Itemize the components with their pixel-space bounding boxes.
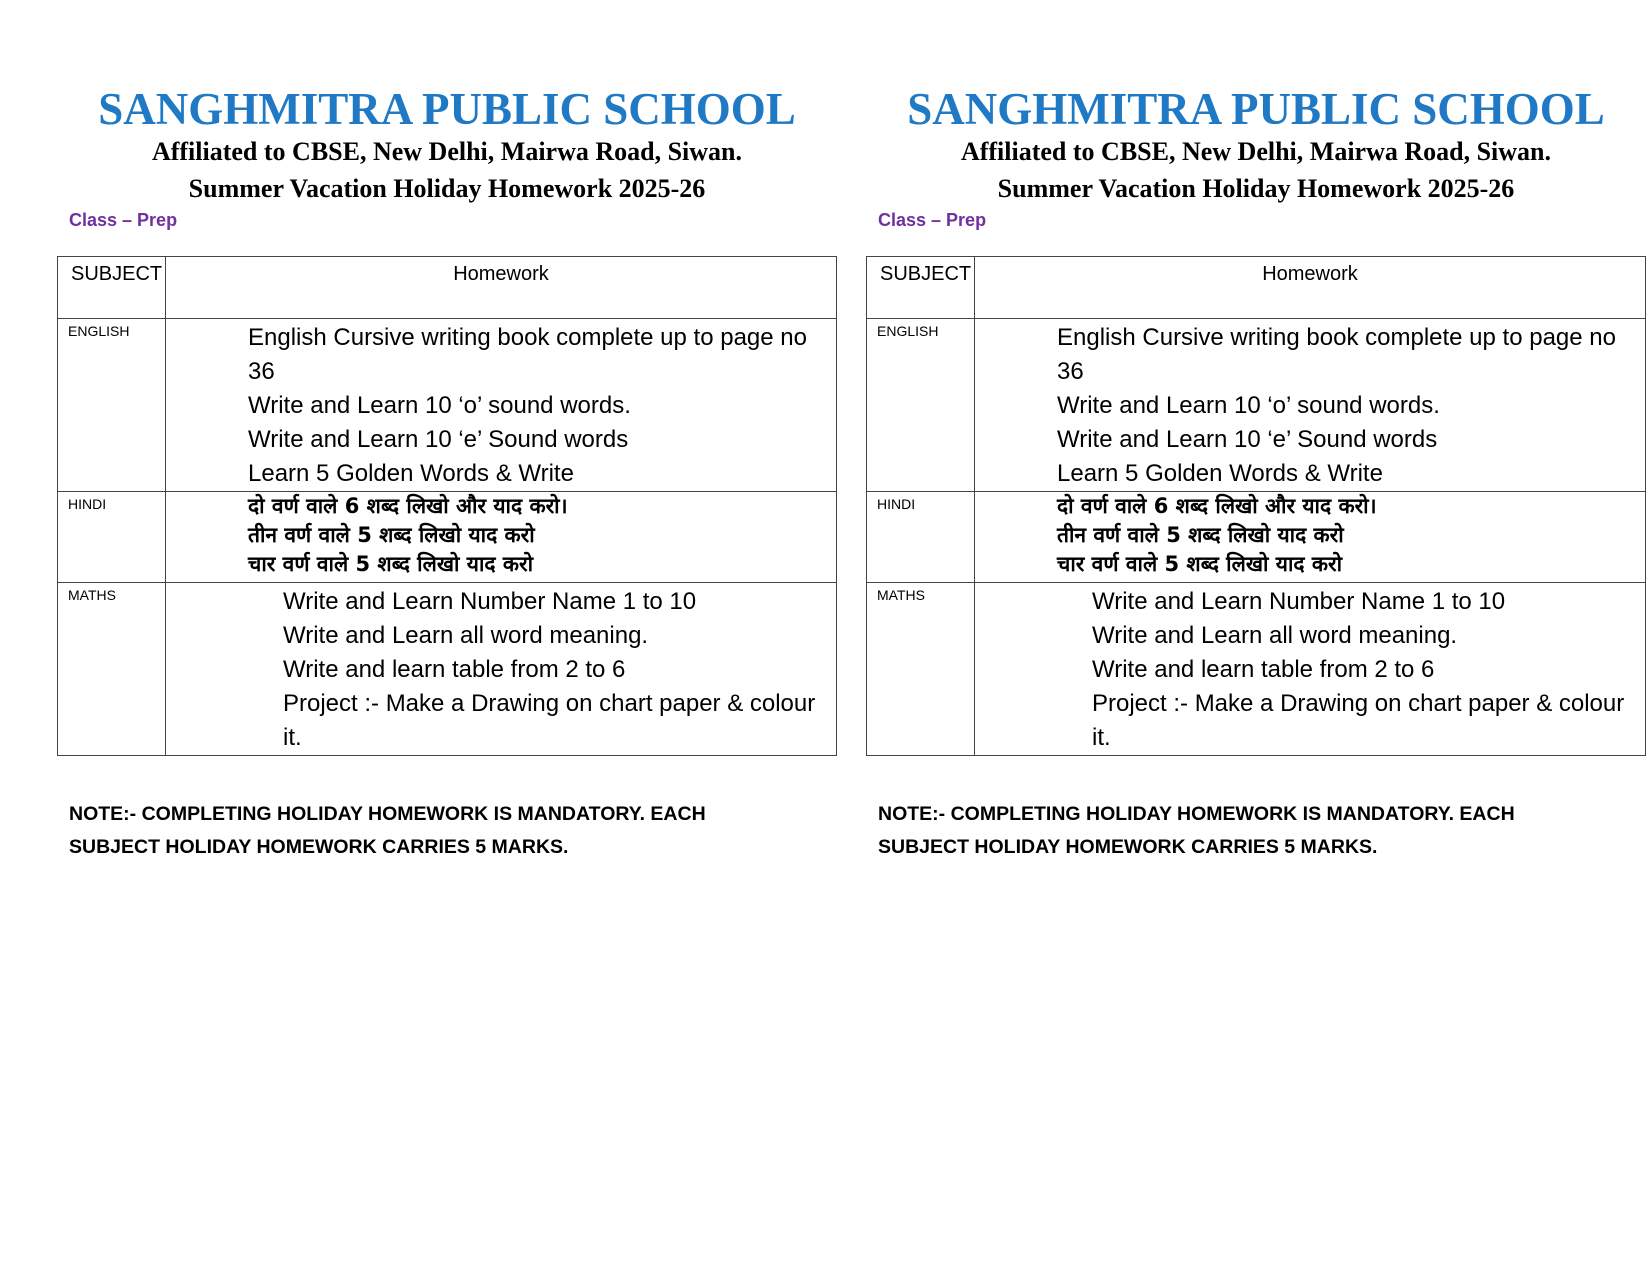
homework-title: Summer Vacation Holiday Homework 2025-26 (188, 174, 706, 203)
list-item: Learn 5 Golden Words & Write (248, 460, 574, 487)
list-item: Write and Learn Number Name 1 to 10 (283, 588, 697, 615)
homework-sheet-left (57, 0, 837, 1275)
header-subject: SUBJECT (58, 257, 166, 319)
english-task-list (975, 319, 1645, 491)
subject-hindi: HINDI (867, 492, 975, 583)
list-item: Write and Learn 10 ‘o’ sound words. (1057, 392, 1440, 419)
header-homework: Homework (975, 257, 1646, 319)
hindi-task-list (975, 492, 1645, 579)
list-item: चार वर्ण वाले 5 शब्द लिखो याद करो (1057, 552, 1343, 576)
table-row-hindi (58, 492, 837, 583)
homework-table (866, 256, 1646, 756)
list-item: Write and Learn all word meaning. (283, 622, 649, 649)
list-item: Write and Learn all word meaning. (1092, 622, 1458, 649)
list-item: Learn 5 Golden Words & Write (1057, 460, 1383, 487)
maths-task-list (166, 583, 836, 755)
homework-table (57, 256, 837, 756)
school-name: SANGHMITRA PUBLIC SCHOOL (907, 84, 1605, 134)
list-item: तीन वर्ण वाले 5 शब्द लिखो याद करो (1057, 523, 1344, 547)
list-item: Write and Learn Number Name 1 to 10 (1092, 588, 1506, 615)
english-task-list (166, 319, 836, 491)
affiliation-line: Affiliated to CBSE, New Delhi, Mairwa Road, Siwan. (960, 137, 1552, 166)
subject-english: ENGLISH (58, 319, 166, 492)
maths-task-list (975, 583, 1645, 755)
list-item: Write and Learn 10 ‘o’ sound words. (248, 392, 631, 419)
homework-hindi (975, 492, 1646, 583)
hindi-task-list (166, 492, 836, 579)
homework-sheet-right (866, 0, 1646, 1275)
table-row-maths (58, 583, 837, 756)
header-homework: Homework (166, 257, 837, 319)
list-item: Project :- Make a Drawing on chart paper & colour it. (1092, 690, 1625, 751)
homework-english (166, 319, 837, 492)
homework-english (975, 319, 1646, 492)
class-label: Class – Prep (69, 210, 178, 230)
school-name: SANGHMITRA PUBLIC SCHOOL (98, 84, 796, 134)
list-item: चार वर्ण वाले 5 शब्द लिखो याद करो (248, 552, 534, 576)
mandatory-note: NOTE:- COMPLETING HOLIDAY HOMEWORK IS MANDATORY. EACH SUBJECT HOLIDAY HOMEWORK CARRIES 5 MARKS. (69, 803, 706, 858)
list-item: Project :- Make a Drawing on chart paper & colour it. (283, 690, 816, 751)
homework-maths (975, 583, 1646, 756)
subject-hindi: HINDI (58, 492, 166, 583)
affiliation-line: Affiliated to CBSE, New Delhi, Mairwa Road, Siwan. (151, 137, 743, 166)
homework-title: Summer Vacation Holiday Homework 2025-26 (997, 174, 1515, 203)
homework-maths (166, 583, 837, 756)
list-item: English Cursive writing book complete up to page no 36 (248, 324, 807, 385)
table-header-row (867, 257, 1646, 319)
table-row-hindi (867, 492, 1646, 583)
class-label: Class – Prep (878, 210, 987, 230)
table-row-maths (867, 583, 1646, 756)
list-item: Write and learn table from 2 to 6 (283, 656, 626, 683)
subject-english: ENGLISH (867, 319, 975, 492)
table-row-english (867, 319, 1646, 492)
subject-maths: MATHS (867, 583, 975, 756)
list-item: Write and Learn 10 ‘e’ Sound words (1057, 426, 1438, 453)
table-header-row (58, 257, 837, 319)
subject-maths: MATHS (58, 583, 166, 756)
list-item: दो वर्ण वाले 6 शब्द लिखो और याद करो। (248, 494, 568, 518)
list-item: दो वर्ण वाले 6 शब्द लिखो और याद करो। (1057, 494, 1377, 518)
homework-hindi (166, 492, 837, 583)
list-item: English Cursive writing book complete up to page no 36 (1057, 324, 1616, 385)
mandatory-note: NOTE:- COMPLETING HOLIDAY HOMEWORK IS MANDATORY. EACH SUBJECT HOLIDAY HOMEWORK CARRIES 5 MARKS. (878, 803, 1515, 858)
list-item: Write and Learn 10 ‘e’ Sound words (248, 426, 629, 453)
header-subject: SUBJECT (867, 257, 975, 319)
list-item: तीन वर्ण वाले 5 शब्द लिखो याद करो (248, 523, 535, 547)
list-item: Write and learn table from 2 to 6 (1092, 656, 1435, 683)
table-row-english (58, 319, 837, 492)
